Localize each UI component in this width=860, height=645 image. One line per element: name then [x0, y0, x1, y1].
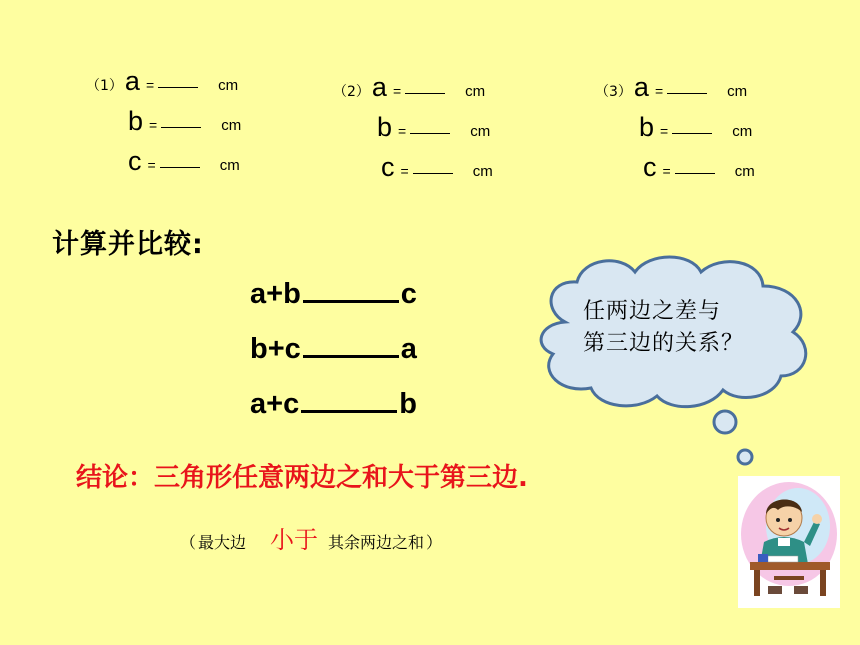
unit-label: cm	[727, 83, 748, 100]
answer-blank	[672, 132, 712, 134]
thought-bubble	[525, 250, 815, 470]
item-number: （2）	[333, 84, 370, 100]
thought-bubble-dot	[738, 450, 752, 464]
unit-label: cm	[732, 123, 753, 140]
unit-label: cm	[221, 117, 242, 134]
equals-sign: =	[662, 163, 671, 179]
var-label: b	[377, 112, 393, 142]
unit-label: cm	[219, 157, 240, 174]
answer-blank	[675, 172, 715, 174]
equals-sign: =	[392, 83, 402, 99]
var-label: c	[381, 152, 395, 182]
comparison-right: b	[399, 388, 417, 420]
note-highlight: 小于	[270, 526, 319, 554]
note-part-2: 其余两边之和	[328, 533, 425, 552]
unit-label: cm	[470, 123, 491, 140]
equals-sign: =	[660, 123, 669, 139]
measure-3-row-b	[639, 112, 752, 142]
comparison-left: a+c	[250, 388, 300, 420]
item-number: （3）	[595, 84, 632, 100]
comparison-blank	[303, 355, 399, 358]
note	[178, 520, 444, 555]
equals-sign: =	[147, 157, 156, 173]
answer-blank	[160, 166, 200, 168]
equals-sign: =	[149, 117, 158, 133]
answer-blank	[405, 92, 445, 94]
thought-bubble-text	[583, 296, 783, 360]
thought-bubble-dot	[714, 411, 736, 433]
comparison-right: a	[400, 333, 417, 365]
unit-label: cm	[218, 77, 239, 94]
comparison-left: a+b	[250, 278, 301, 310]
var-label: a	[371, 72, 387, 102]
var-label: a	[124, 66, 140, 96]
answer-blank	[413, 172, 453, 174]
measure-2-row-b	[377, 112, 490, 142]
equals-sign: =	[398, 123, 407, 139]
comparison-blank	[303, 300, 399, 303]
equals-sign: =	[654, 83, 664, 99]
thought-line-1: 任两边之差与	[583, 299, 722, 324]
note-close-paren: ）	[426, 533, 443, 552]
measure-1-row-c	[128, 146, 240, 176]
answer-blank	[161, 126, 201, 128]
var-label: b	[639, 112, 655, 142]
measure-1-row-a	[86, 66, 238, 96]
comparison-left: b+c	[250, 333, 301, 365]
unit-label: cm	[734, 163, 755, 180]
comparison-3	[250, 388, 417, 421]
comparison-1	[250, 278, 417, 311]
comparison-2	[250, 333, 417, 366]
unit-label: cm	[472, 163, 493, 180]
thought-line-2: 第三边的关系？	[583, 331, 745, 356]
equals-sign: =	[400, 163, 409, 179]
measure-2-row-a	[333, 72, 485, 102]
var-label: a	[633, 72, 649, 102]
conclusion-text: 结论：三角形任意两边之和大于第三边.	[76, 463, 528, 493]
comparison-blank	[301, 410, 397, 413]
comparison-right: c	[400, 278, 417, 310]
var-label: b	[128, 106, 144, 136]
measure-1-row-b	[128, 106, 241, 136]
answer-blank	[667, 92, 707, 94]
measure-3-row-c	[643, 152, 755, 182]
unit-label: cm	[465, 83, 486, 100]
compute-heading: 计算并比较:	[52, 229, 204, 260]
answer-blank	[158, 86, 198, 88]
note-part-1: 最大边	[198, 533, 247, 552]
item-number: （1）	[86, 78, 123, 94]
var-label: c	[128, 146, 142, 176]
student-at-desk-illustration	[738, 476, 840, 608]
equals-sign: =	[145, 77, 155, 93]
measure-2-row-c	[381, 152, 493, 182]
answer-blank	[410, 132, 450, 134]
note-open-paren: （	[180, 533, 197, 552]
var-label: c	[643, 152, 657, 182]
measure-3-row-a	[595, 72, 747, 102]
